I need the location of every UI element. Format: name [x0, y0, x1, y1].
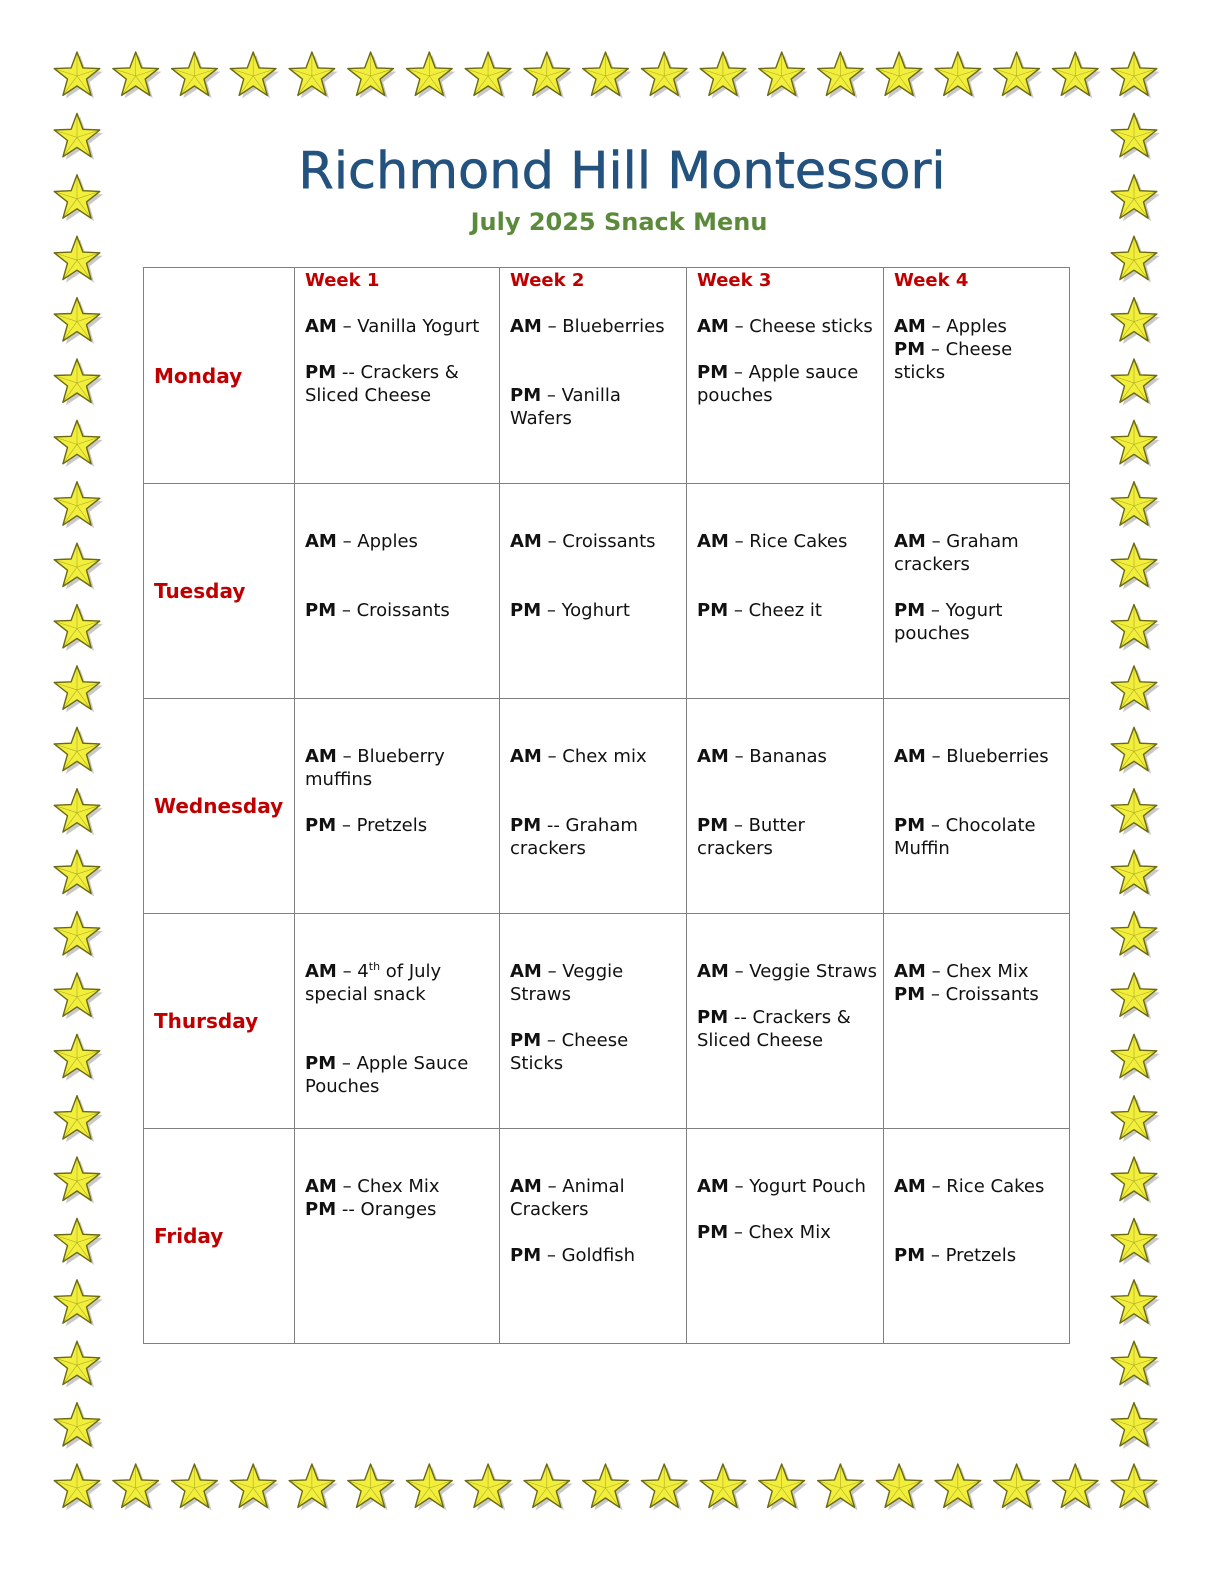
star-icon — [54, 973, 103, 1019]
week-header — [687, 268, 884, 484]
star-icon — [1111, 605, 1160, 651]
pm-item: Yoghurt — [561, 600, 630, 621]
star-icon — [1111, 666, 1160, 712]
am-item: Graham crackers — [894, 531, 1019, 575]
am-tag: AM — [305, 316, 337, 337]
pm-tag: PM — [305, 600, 337, 621]
star-icon — [1111, 236, 1160, 282]
menu-cell — [687, 292, 883, 407]
menu-cell-wrap — [687, 699, 884, 914]
am-tag: AM — [510, 531, 542, 552]
pm-item: Crackers & Sliced Cheese — [697, 1007, 851, 1051]
am-tag: AM — [894, 531, 926, 552]
pm-tag: PM — [697, 1007, 729, 1028]
am-snack: AM – Cheese sticks — [697, 316, 873, 337]
star-icon — [641, 1464, 690, 1510]
pm-snack: PM – Croissants — [894, 984, 1039, 1005]
pm-snack: PM – Croissants — [305, 600, 450, 621]
am-tag: AM — [305, 1176, 337, 1197]
menu-cell — [295, 484, 499, 622]
star-icon — [54, 543, 103, 589]
star-icon — [1111, 52, 1160, 98]
star-icon — [289, 1464, 338, 1510]
menu-cell-wrap — [884, 484, 1070, 699]
menu-cell-wrap — [500, 914, 687, 1129]
star-icon — [1111, 973, 1160, 1019]
am-tag: AM — [510, 1176, 542, 1197]
pm-snack: PM -- Crackers & Sliced Cheese — [305, 362, 459, 406]
ordinal-suffix: th — [368, 960, 381, 973]
menu-cell — [884, 292, 1069, 384]
week-header — [295, 268, 500, 484]
star-icon — [1111, 543, 1160, 589]
star-icon — [700, 1464, 749, 1510]
am-snack: AM – Yogurt Pouch — [697, 1176, 866, 1197]
pm-snack: PM – Cheese Sticks — [510, 1030, 629, 1074]
pm-snack: PM – Apple Sauce Pouches — [305, 1053, 469, 1097]
am-item: Cheese sticks — [749, 316, 873, 337]
pm-tag: PM — [697, 815, 729, 836]
day-row — [144, 914, 1070, 1129]
star-icon — [172, 1464, 221, 1510]
star-icon — [1111, 1218, 1160, 1265]
am-tag: AM — [894, 746, 926, 767]
menu-cell-wrap — [884, 1129, 1070, 1344]
star-icon — [54, 1218, 103, 1265]
am-tag: AM — [697, 961, 729, 982]
star-icon — [230, 52, 279, 98]
star-icon — [1111, 420, 1160, 467]
day-cell — [144, 914, 295, 1129]
star-icon — [407, 1464, 456, 1510]
star-icon — [54, 420, 103, 467]
pm-item: Graham crackers — [510, 815, 638, 859]
star-icon — [1111, 359, 1160, 405]
menu-cell-wrap — [687, 1129, 884, 1344]
star-icon — [54, 666, 103, 712]
pm-tag: PM — [305, 1199, 337, 1220]
star-icon — [818, 52, 867, 98]
day-label: Thursday — [154, 1009, 259, 1033]
pm-item: Cheez it — [748, 600, 822, 621]
star-icon — [54, 482, 103, 529]
star-icon — [935, 52, 984, 98]
star-icon — [1111, 298, 1160, 344]
star-icon — [759, 52, 808, 98]
am-snack: AM – Graham crackers — [894, 531, 1019, 575]
am-snack: AM – Blueberries — [894, 746, 1049, 767]
menu-cell-wrap — [687, 484, 884, 699]
pm-tag: PM — [697, 1222, 729, 1243]
star-icon — [54, 236, 103, 282]
star-icon — [1053, 1464, 1102, 1510]
week-label: Week 4 — [894, 270, 969, 291]
pm-tag: PM — [697, 600, 729, 621]
am-tag: AM — [305, 961, 337, 982]
pm-snack: PM – Chex Mix — [697, 1222, 831, 1243]
corner-cell — [144, 268, 295, 484]
am-item: Yogurt Pouch — [749, 1176, 866, 1197]
pm-snack: PM – Goldfish — [510, 1245, 636, 1266]
menu-cell — [884, 484, 1069, 645]
day-cell — [144, 484, 295, 699]
menu-cell — [295, 914, 499, 1098]
am-tag: AM — [305, 531, 337, 552]
pm-tag: PM — [510, 1030, 542, 1051]
menu-cell — [884, 914, 1069, 1006]
menu-cell-wrap — [884, 914, 1070, 1129]
star-icon — [1053, 52, 1102, 98]
pm-item: Apple sauce pouches — [697, 362, 859, 406]
pm-tag: PM — [894, 1245, 926, 1266]
star-icon — [54, 1096, 103, 1142]
week-label: Week 3 — [697, 270, 772, 291]
star-icon — [54, 359, 103, 405]
am-snack: AM – Rice Cakes — [894, 1176, 1045, 1197]
pm-snack: PM – Pretzels — [894, 1245, 1017, 1266]
menu-cell — [687, 484, 883, 622]
star-icon — [524, 52, 573, 98]
star-icon — [1111, 1034, 1160, 1080]
am-item: Chex Mix — [357, 1176, 440, 1197]
day-row — [144, 1129, 1070, 1344]
week-header — [500, 268, 687, 484]
am-item: Apples — [946, 316, 1007, 337]
menu-cell — [687, 914, 883, 1052]
pm-snack: PM – Apple sauce pouches — [697, 362, 859, 406]
page-title: Richmond Hill Montessori — [298, 142, 946, 201]
star-icon — [54, 1280, 103, 1326]
star-icon — [1111, 1341, 1160, 1387]
day-row — [144, 484, 1070, 699]
am-item: Animal Crackers — [510, 1176, 625, 1220]
pm-item: Crackers & Sliced Cheese — [305, 362, 459, 406]
pm-snack: PM – Yoghurt — [510, 600, 630, 621]
day-label: Wednesday — [154, 794, 284, 818]
pm-item: Vanilla Wafers — [510, 385, 621, 429]
menu-cell — [295, 699, 499, 837]
pm-snack: PM – Vanilla Wafers — [510, 385, 621, 429]
star-icon — [54, 850, 103, 896]
am-tag: AM — [697, 1176, 729, 1197]
star-icon — [818, 1464, 867, 1510]
am-snack: AM – Blueberries — [510, 316, 665, 337]
menu-cell-wrap — [295, 1129, 500, 1344]
pm-item: Croissants — [356, 600, 450, 621]
pm-tag: PM — [894, 815, 926, 836]
am-tag: AM — [894, 316, 926, 337]
star-icon — [1111, 482, 1160, 529]
pm-item: Apple Sauce Pouches — [305, 1053, 469, 1097]
pm-tag: PM — [894, 984, 926, 1005]
star-icon — [1111, 1157, 1160, 1204]
pm-item: Oranges — [360, 1199, 437, 1220]
day-cell — [144, 1129, 295, 1344]
menu-cell — [687, 1129, 883, 1244]
pm-tag: PM — [510, 1245, 542, 1266]
menu-cell-wrap — [500, 484, 687, 699]
star-icon — [994, 1464, 1043, 1510]
am-item: Blueberries — [562, 316, 665, 337]
star-icon — [1111, 1403, 1160, 1449]
star-icon — [1111, 789, 1160, 835]
menu-cell-wrap — [687, 914, 884, 1129]
pm-tag: PM — [697, 362, 729, 383]
menu-cell — [500, 484, 686, 622]
pm-item: Chex Mix — [748, 1222, 831, 1243]
am-tag: AM — [697, 746, 729, 767]
menu-cell-wrap — [884, 699, 1070, 914]
menu-cell-wrap — [295, 699, 500, 914]
pm-snack: PM – Butter crackers — [697, 815, 805, 859]
am-tag: AM — [510, 961, 542, 982]
am-tag: AM — [697, 316, 729, 337]
star-icon — [524, 1464, 573, 1510]
menu-cell — [295, 1129, 499, 1221]
am-snack: AM – Animal Crackers — [510, 1176, 625, 1220]
day-row — [144, 699, 1070, 914]
pm-tag: PM — [894, 600, 926, 621]
pm-item: Pretzels — [945, 1245, 1017, 1266]
am-snack: AM – Rice Cakes — [697, 531, 848, 552]
am-item: Croissants — [562, 531, 656, 552]
day-cell — [144, 699, 295, 914]
menu-cell — [500, 699, 686, 860]
week-label: Week 2 — [510, 270, 585, 291]
pm-tag: PM — [305, 362, 337, 383]
page-subtitle: July 2025 Snack Menu — [470, 208, 768, 236]
menu-cell — [884, 1129, 1069, 1267]
star-icon — [289, 52, 338, 98]
am-item: Vanilla Yogurt — [357, 316, 480, 337]
menu-cell-wrap — [500, 699, 687, 914]
am-snack: AM – Chex mix — [510, 746, 647, 767]
star-icon — [1111, 1280, 1160, 1326]
star-icon — [113, 1464, 162, 1510]
menu-cell — [884, 699, 1069, 860]
am-tag: AM — [510, 316, 542, 337]
pm-tag: PM — [894, 339, 926, 360]
star-icon — [407, 52, 456, 98]
am-snack: AM – Bananas — [697, 746, 827, 767]
am-item: Veggie Straws — [749, 961, 877, 982]
star-icon — [54, 1403, 103, 1449]
pm-snack: PM – Cheez it — [697, 600, 822, 621]
am-snack: AM – Chex Mix — [894, 961, 1029, 982]
star-icon — [1111, 727, 1160, 773]
star-icon — [54, 298, 103, 344]
star-icon — [54, 1157, 103, 1204]
star-icon — [700, 52, 749, 98]
pm-item: Chocolate Muffin — [894, 815, 1036, 859]
menu-cell-wrap — [295, 484, 500, 699]
pm-item: Cheese Sticks — [510, 1030, 629, 1074]
star-icon — [1111, 850, 1160, 896]
am-item: Blueberries — [946, 746, 1049, 767]
menu-cell — [500, 914, 686, 1075]
am-item: Apples — [357, 531, 418, 552]
star-icon — [994, 52, 1043, 98]
am-snack: AM – Chex Mix — [305, 1176, 440, 1197]
pm-snack: PM – Pretzels — [305, 815, 428, 836]
am-item: Blueberry muffins — [305, 746, 445, 790]
pm-tag: PM — [510, 815, 542, 836]
am-snack: AM – Apples — [894, 316, 1007, 337]
pm-tag: PM — [305, 815, 337, 836]
pm-item: Croissants — [945, 984, 1039, 1005]
am-tag: AM — [894, 961, 926, 982]
pm-snack: PM – Yogurt pouches — [894, 600, 1003, 644]
am-item: Chex Mix — [946, 961, 1029, 982]
week-header — [884, 268, 1070, 484]
menu-cell-wrap — [500, 1129, 687, 1344]
star-icon — [876, 52, 925, 98]
am-item: Rice Cakes — [946, 1176, 1045, 1197]
menu-cell — [500, 292, 686, 430]
star-icon — [54, 789, 103, 835]
am-item: of July special snack — [305, 961, 442, 1005]
am-tag: AM — [305, 746, 337, 767]
snack-menu-table — [143, 267, 1070, 1344]
am-item: Chex mix — [562, 746, 647, 767]
header-row — [144, 268, 1070, 484]
pm-snack: PM – Cheese sticks — [894, 339, 1013, 383]
menu-cell — [295, 292, 499, 407]
day-label: Monday — [154, 363, 243, 388]
star-icon — [54, 52, 103, 98]
am-ordinal: 4 — [357, 961, 369, 982]
star-icon — [876, 1464, 925, 1510]
star-icon — [54, 912, 103, 958]
am-snack: AM – Vanilla Yogurt — [305, 316, 480, 337]
pm-item: Cheese sticks — [894, 339, 1013, 383]
am-snack: AM – Croissants — [510, 531, 656, 552]
pm-snack: PM -- Crackers & Sliced Cheese — [697, 1007, 851, 1051]
pm-item: Butter crackers — [697, 815, 805, 859]
pm-tag: PM — [510, 385, 542, 406]
pm-snack: PM -- Graham crackers — [510, 815, 638, 859]
am-item: Veggie Straws — [510, 961, 624, 1005]
am-tag: AM — [697, 531, 729, 552]
am-snack: AM – 4th of July special snack — [305, 960, 442, 1005]
pm-tag: PM — [510, 600, 542, 621]
star-icon — [465, 1464, 514, 1510]
am-snack: AM – Blueberry muffins — [305, 746, 445, 790]
am-tag: AM — [894, 1176, 926, 1197]
day-label: Friday — [154, 1224, 224, 1248]
star-icon — [1111, 1464, 1160, 1510]
star-icon — [54, 1034, 103, 1080]
menu-cell-wrap — [295, 914, 500, 1129]
star-icon — [172, 52, 221, 98]
day-label: Tuesday — [154, 579, 246, 603]
pm-item: Goldfish — [561, 1245, 636, 1266]
pm-snack: PM -- Oranges — [305, 1199, 437, 1220]
am-item: Bananas — [749, 746, 827, 767]
star-icon — [1111, 912, 1160, 958]
am-snack: AM – Veggie Straws — [510, 961, 624, 1005]
star-icon — [465, 52, 514, 98]
menu-cell — [687, 699, 883, 860]
star-icon — [113, 52, 162, 98]
am-snack: AM – Apples — [305, 531, 418, 552]
star-icon — [641, 52, 690, 98]
am-item: Rice Cakes — [749, 531, 848, 552]
star-icon — [583, 1464, 632, 1510]
star-icon — [54, 605, 103, 651]
star-icon — [935, 1464, 984, 1510]
pm-item: Pretzels — [356, 815, 428, 836]
menu-cell — [500, 1129, 686, 1267]
pm-snack: PM – Chocolate Muffin — [894, 815, 1036, 859]
star-icon — [1111, 1096, 1160, 1142]
star-icon — [54, 727, 103, 773]
star-icon — [54, 1464, 103, 1510]
am-snack: AM – Veggie Straws — [697, 961, 877, 982]
star-icon — [759, 1464, 808, 1510]
pm-item: Yogurt pouches — [894, 600, 1003, 644]
star-icon — [230, 1464, 279, 1510]
week-label: Week 1 — [305, 270, 380, 291]
star-icon — [54, 1341, 103, 1387]
star-icon — [583, 52, 632, 98]
star-icon — [348, 52, 397, 98]
pm-tag: PM — [305, 1053, 337, 1074]
am-tag: AM — [510, 746, 542, 767]
star-icon — [348, 1464, 397, 1510]
